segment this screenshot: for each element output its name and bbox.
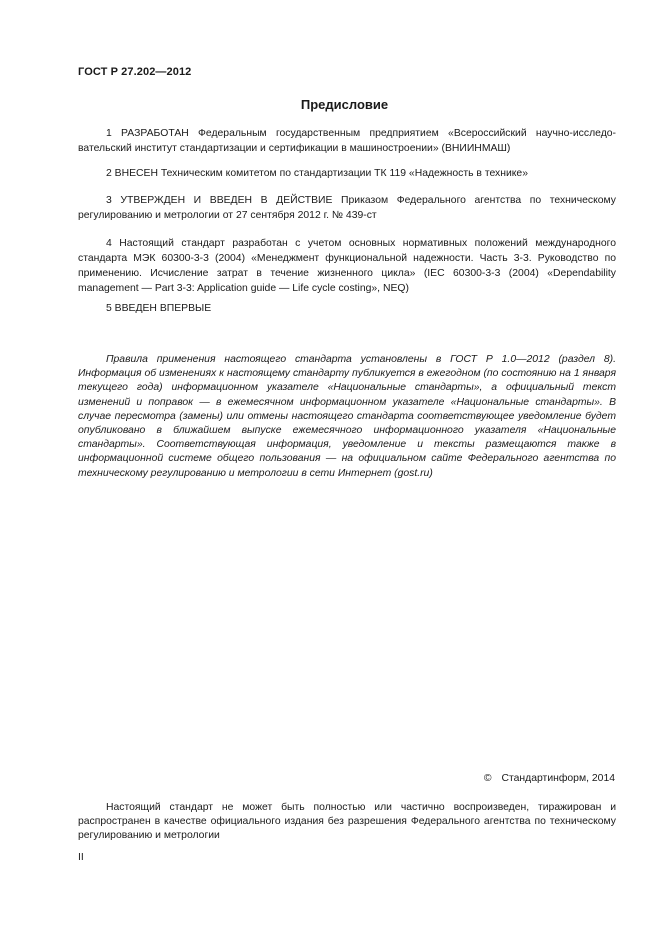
section-title: Предисловие: [300, 97, 389, 112]
copyright-text: Стандартинформ, 2014: [501, 773, 615, 784]
foreword-item-1: 1 РАЗРАБОТАН Федеральным государственным предприятием «Всероссийский научно-исследо-вательский институт стандартизации и сертификации в машиностроении» (ВНИИНМАШ): [78, 128, 616, 154]
copyright-line: [484, 773, 615, 784]
foreword-item-3: 3 УТВЕРЖДЕН И ВВЕДЕН В ДЕЙСТВИЕ Приказом Федерального агентства по техническому регулированию и метрологии от 27 сентября 2012 г. № 439-ст: [78, 195, 616, 221]
page-number: II: [78, 852, 84, 863]
foreword-item-4: 4 Настоящий стандарт разработан с учетом основных нормативных положений международного стандарта МЭК 60300-3-3 (2004) «Менеджмент функциональной надежности. Часть 3-3. Руководство по применению. Исчисление затрат в течение жизненного цикла» (IEC 60300-3-3 (2004) «Dependability management — Part 3-3: Application guide — Life cycle costing», NEQ): [78, 238, 616, 294]
document-header-id: ГОСТ Р 27.202—2012: [78, 66, 192, 78]
foreword-item-2: 2 ВНЕСЕН Техническим комитетом по стандартизации ТК 119 «Надежность в технике»: [106, 168, 528, 179]
foreword-item-5: 5 ВВЕДЕН ВПЕРВЫЕ: [106, 303, 212, 314]
reproduction-notice: Настоящий стандарт не может быть полностью или частично воспроизведен, тиражирован и распространен в качестве официального издания без разрешения Федерального агентства по техническому регулированию и метрологии: [78, 802, 616, 841]
application-rules-notice: Правила применения настоящего стандарта установлены в ГОСТ Р 1.0—2012 (раздел 8). Информация об изменениях к настоящему стандарту публикуется в ежегодном (по состоянию на 1 января текущего года) информационном указателе «Национальные стандарты», а официальный текст изменений и поправок — в ежемесячном информационном указателе «Национальные стандарты». В случае пересмотра (замены) или отмены настоящего стандарта соответствующее уведомление будет опубликовано в ближайшем выпуске ежемесячного информационного указателя «Национальные стандарты». Соответствующая информация, уведомление и тексты размещаются также в информационной системе общего пользования — на официальном сайте Федерального агентства по техническому регулированию и метрологии в сети Интернет (gost.ru): [78, 354, 616, 479]
copyright-icon: ©: [483, 773, 492, 784]
